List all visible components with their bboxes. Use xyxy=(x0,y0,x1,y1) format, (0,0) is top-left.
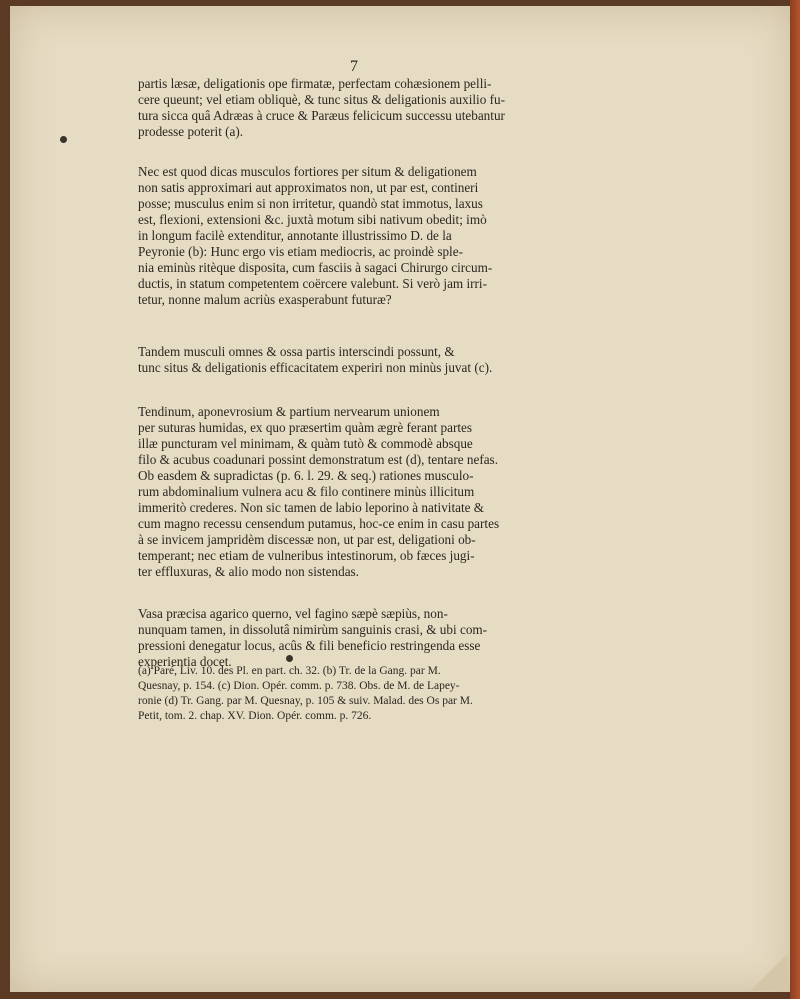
text-line: pressioni denegatur locus, acûs & fili beneficio restringenda esse xyxy=(138,638,481,653)
text-line: rum abdominalium vulnera acu & filo continere minùs illicitum xyxy=(138,484,475,499)
text-line: tetur, nonne malum acriùs exasperabunt futuræ? xyxy=(138,292,392,307)
footnote-line: (a) Paré, Liv. 10. des Pl. en part. ch. 32. (b) Tr. de la Gang. par M. xyxy=(138,665,441,677)
paragraph-2 xyxy=(138,164,570,308)
text-line: Tandem musculi omnes & ossa partis interscindi possunt, & xyxy=(138,344,455,359)
paragraph-4 xyxy=(138,404,570,580)
text-line: per suturas humidas, ex quo præsertim quàm ægrè ferant partes xyxy=(138,420,472,435)
text-line: partis læsæ, deligationis ope firmatæ, perfectam cohæsionem pelli- xyxy=(138,76,492,91)
text-line: ductis, in statum competentem coërcere valebunt. Si verò jam irri- xyxy=(138,276,487,291)
text-line: experientia docet. xyxy=(138,654,232,669)
paragraph-1 xyxy=(138,76,570,140)
footnote-line: Quesnay, p. 154. (c) Dion. Opér. comm. p. 738. Obs. de M. de Lapey- xyxy=(138,680,460,692)
text-line: Tendinum, aponevrosium & partium nervearum unionem xyxy=(138,404,440,419)
text-line: Peyronie (b): Hunc ergo vis etiam mediocris, ac proindè sple- xyxy=(138,244,463,259)
text-line: ter effluxuras, & alio modo non sistendas. xyxy=(138,564,359,579)
paragraph-5 xyxy=(138,606,570,670)
ink-spot xyxy=(286,655,293,662)
paragraph-3 xyxy=(138,344,570,376)
text-line: illæ puncturam vel minimam, & quàm tutò & commodè absque xyxy=(138,436,473,451)
footnote-line: Petit, tom. 2. chap. XV. Dion. Opér. comm. p. 726. xyxy=(138,710,372,722)
text-line: Ob easdem & supradictas (p. 6. l. 29. & seq.) rationes musculo- xyxy=(138,468,474,483)
text-line: filo & acubus coadunari possint demonstratum est (d), tentare nefas. xyxy=(138,452,498,467)
text-line: tura sicca quâ Adræas à cruce & Paræus felicicum successu utebantur xyxy=(138,108,505,123)
book-edge xyxy=(790,0,800,999)
text-line: non satis approximari aut approximatos non, ut par est, contineri xyxy=(138,180,479,195)
text-line: immeritò crederes. Non sic tamen de labio leporino à nativitate & xyxy=(138,500,485,515)
text-line: posse; musculus enim si non irritetur, quandò stat immotus, laxus xyxy=(138,196,483,211)
text-line: prodesse poterit (a). xyxy=(138,124,244,139)
text-line: nunquam tamen, in dissolutâ nimirùm sanguinis crasi, & ubi com- xyxy=(138,622,488,637)
text-line: à se invicem jampridèm discessæ non, ut par est, deligationi ob- xyxy=(138,532,476,547)
footnote-line: ronie (d) Tr. Gang. par M. Quesnay, p. 105 & suiv. Malad. des Os par M. xyxy=(138,695,473,707)
text-line: Vasa præcisa agarico querno, vel fagino sæpè sæpiùs, non- xyxy=(138,606,448,621)
page-corner-fold xyxy=(748,955,788,991)
text-line: in longum facilè extenditur, annotante illustrissimo D. de la xyxy=(138,228,452,243)
footnotes xyxy=(138,664,570,724)
text-line: Nec est quod dicas musculos fortiores per situm & deligationem xyxy=(138,164,477,179)
text-line: est, flexioni, extensioni &c. juxtà motum sibi nativum obedit; imò xyxy=(138,212,487,227)
ink-spot xyxy=(60,136,67,143)
page-number: 7 xyxy=(350,58,358,75)
text-line: cum magno recessu censendum putamus, hoc-ce enim in casu partes xyxy=(138,516,500,531)
text-line: nia eminùs ritèque disposita, cum fasciis à sagaci Chirurgo circum- xyxy=(138,260,493,275)
text-line: tunc situs & deligationis efficacitatem experiri non minùs juvat (c). xyxy=(138,360,493,375)
text-line: cere queunt; vel etiam obliquè, & tunc situs & deligationis auxilio fu- xyxy=(138,92,505,107)
text-line: temperant; nec etiam de vulneribus intestinorum, ob fæces jugi- xyxy=(138,548,475,563)
